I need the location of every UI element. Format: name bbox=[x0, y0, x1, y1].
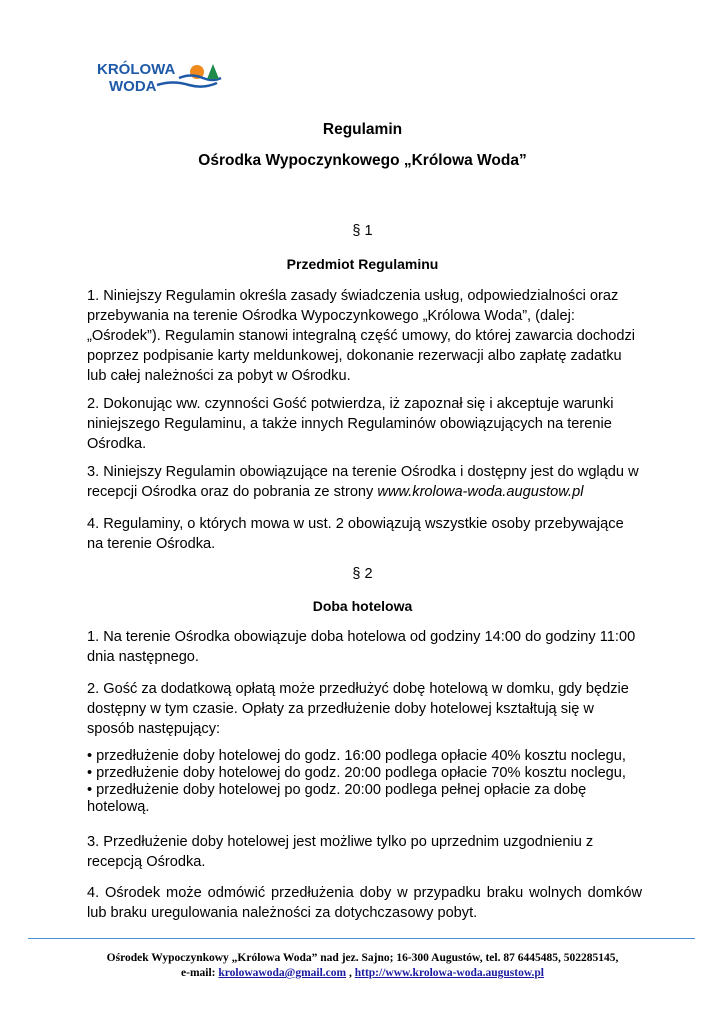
section2-item-2: 2. Gość za dodatkową opłatą może przedłużyć dobę hotelową w domku, gdy będzie dostępny w tym czasie. Opłaty za przedłużenie doby hotelowej kształtują się w sposób następujący: bbox=[87, 681, 629, 737]
section1-item-1: 1. Niniejszy Regulamin określa zasady świadczenia usług, odpowiedzialności oraz przebywania na terenie Ośrodka Wypoczynkowego „Królowa Woda”, (dalej: „Ośrodek”). Regulamin stanowi integralną część umowy, do której zawarcia dochodzi poprzez podpisanie karty meldunkowej, dokonanie rezerwacji albo zapłatę zadatku lub całej należności za pobyt w Ośrodku. bbox=[87, 288, 636, 384]
section1-item-3 bbox=[87, 462, 642, 502]
website-link[interactable]: http://www.krolowa-woda.augustow.pl bbox=[354, 967, 544, 979]
logo-text-line1: KRÓLOWA bbox=[97, 61, 176, 78]
document-title: Regulamin bbox=[322, 121, 403, 138]
document-subtitle: Ośrodka Wypoczynkowego „Królowa Woda” bbox=[198, 152, 527, 169]
footer-separator: , bbox=[346, 967, 355, 979]
section-heading-2: Doba hotelowa bbox=[312, 598, 413, 614]
footer-address: Ośrodek Wypoczynkowy „Królowa Woda” nad jez. Sajno; 16-300 Augustów, tel. 87 6445485, 502285145, bbox=[106, 952, 619, 964]
list-item: • przedłużenie doby hotelowej do godz. 20:00 podlega opłacie 70% kosztu noclegu, bbox=[87, 765, 626, 781]
logo-text-line2: WODA bbox=[109, 78, 157, 95]
section1-item-4: 4. Regulaminy, o których mowa w ust. 2 obowiązują wszystkie osoby przebywające na terenie Ośrodka. bbox=[87, 516, 624, 552]
wave-icon bbox=[157, 83, 217, 87]
email-label: e-mail: bbox=[181, 967, 219, 979]
section1-item-3-text: 3. Niniejszy Regulamin obowiązujące na terenie Ośrodka i dostępny jest do wglądu w recepcji Ośrodka oraz do pobrania ze strony bbox=[87, 464, 639, 500]
tree-icon bbox=[207, 64, 219, 79]
list-item: • przedłużenie doby hotelowej po godz. 20:00 podlega pełnej opłacie za dobę hotelową. bbox=[87, 782, 587, 815]
paragraph-mark-1: § 1 bbox=[352, 223, 373, 239]
section2-item-3: 3. Przedłużenie doby hotelowej jest możliwe tylko po uprzednim uzgodnieniu z recepcją Ośrodka. bbox=[87, 834, 594, 870]
section1-item-2: 2. Dokonując ww. czynności Gość potwierdza, iż zapoznał się i akceptuje warunki niniejszego Regulaminu, a także innych Regulaminów obowiązujących na terenie Ośrodka. bbox=[87, 396, 614, 452]
email-link[interactable]: krolowawoda@gmail.com bbox=[218, 967, 347, 979]
section2-item-1: 1. Na terenie Ośrodka obowiązuje doba hotelowa od godziny 14:00 do godziny 11:00 dnia następnego. bbox=[87, 629, 636, 665]
footer-divider bbox=[28, 938, 695, 939]
section2-item-4: 4. Ośrodek może odmówić przedłużenia doby w przypadku braku wolnych domków lub braku uregulowania należności za dotychczasowy pobyt. bbox=[87, 885, 642, 921]
extension-fee-list bbox=[87, 748, 647, 816]
footer-contact bbox=[0, 966, 725, 981]
paragraph-mark-2: § 2 bbox=[352, 566, 373, 582]
section-heading-1: Przedmiot Regulaminu bbox=[286, 256, 439, 272]
logo bbox=[95, 58, 225, 98]
website-link-text[interactable]: www.krolowa-woda.augustow.pl bbox=[377, 484, 584, 500]
list-item: • przedłużenie doby hotelowej do godz. 16:00 podlega opłacie 40% kosztu noclegu, bbox=[87, 748, 626, 764]
